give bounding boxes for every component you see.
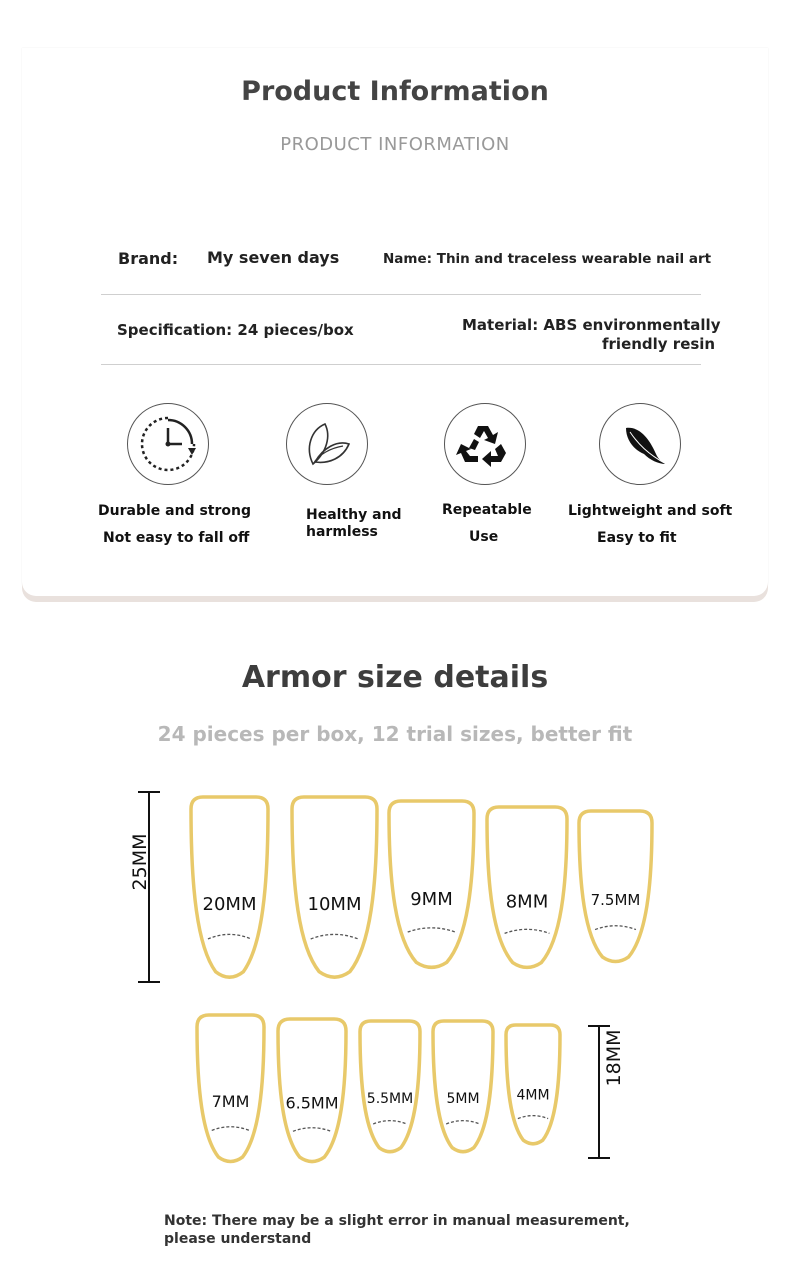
nail-outline-5.5MM [360, 1021, 420, 1152]
nail-outline-7MM [197, 1015, 264, 1162]
nail-outline-6.5MM [278, 1019, 346, 1162]
length-label-top: 25MM [129, 833, 151, 891]
divider [101, 364, 701, 365]
nail-outline-20MM [191, 797, 268, 977]
feature-1-line2: Not easy to fall off [103, 530, 250, 546]
measurement-note: Note: There may be a slight error in manual measurement, please understand [164, 1213, 630, 1247]
length-label-bottom: 18MM [603, 1029, 625, 1087]
nail-size-label: 5.5MM [366, 1090, 414, 1107]
nail-size-diagram [0, 770, 790, 1180]
nail-size-label: 9MM [410, 889, 453, 911]
leaf-icon [286, 403, 368, 485]
nail-size-label: 6.5MM [285, 1093, 339, 1113]
nail-size-label: 10MM [307, 893, 362, 915]
length-marker-18mm [588, 1026, 625, 1158]
material-line1: Material: ABS environmentally [462, 316, 721, 334]
material-line2: friendly resin [602, 335, 716, 353]
section-title: Product Information [241, 76, 549, 107]
feature-2-line1: Healthy and [306, 507, 402, 523]
nail-outline-7.5MM [579, 811, 652, 961]
nail-size-label: 7.5MM [590, 891, 641, 910]
nail-outline-4MM [506, 1025, 560, 1144]
feature-4-line2: Easy to fit [597, 530, 677, 546]
nail-size-label: 5MM [446, 1090, 480, 1107]
feature-2-line2: harmless [306, 524, 378, 540]
nail-size-label: 20MM [202, 893, 257, 915]
nail-outline-10MM [292, 797, 377, 977]
feature-3-line1: Repeatable [442, 502, 532, 518]
product-name: Name: Thin and traceless wearable nail art [383, 251, 712, 267]
brand-value: My seven days [207, 248, 340, 267]
clock-icon [127, 403, 209, 485]
divider [101, 294, 701, 295]
feature-4-line1: Lightweight and soft [568, 503, 733, 519]
nail-size-label: 4MM [516, 1087, 550, 1104]
length-marker-25mm [129, 792, 160, 982]
nail-size-label: 7MM [211, 1091, 250, 1111]
recycle-icon [444, 403, 526, 485]
nail-outline-9MM [389, 801, 474, 967]
section-subtitle: PRODUCT INFORMATION [280, 134, 510, 155]
specification: Specification: 24 pieces/box [117, 321, 354, 339]
nail-outline-8MM [487, 807, 567, 967]
sizes-title: Armor size details [241, 660, 549, 695]
feather-icon [599, 403, 681, 485]
nail-size-label: 8MM [505, 891, 549, 913]
feature-3-line2: Use [469, 529, 499, 545]
brand-label: Brand: [118, 249, 179, 268]
nail-outline-5MM [433, 1021, 493, 1152]
feature-1-line1: Durable and strong [98, 503, 251, 519]
sizes-subtitle: 24 pieces per box, 12 trial sizes, better fit [157, 722, 633, 746]
